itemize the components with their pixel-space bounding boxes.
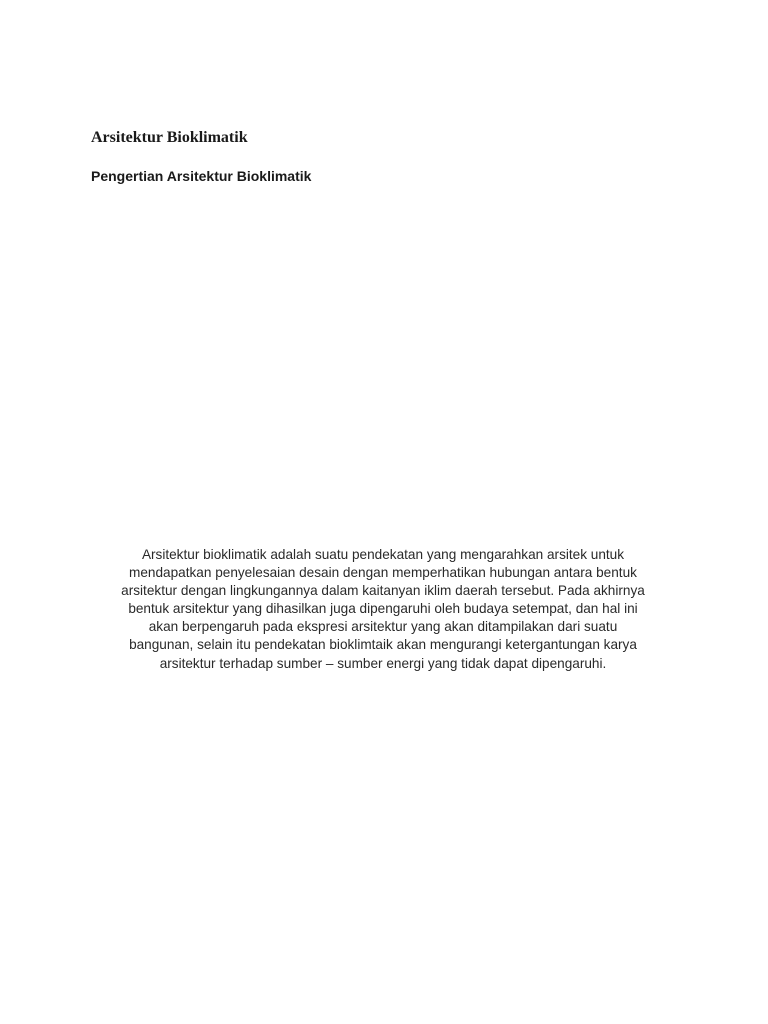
paragraph-line: mendapatkan penyelesaian desain dengan memperhatikan hubungan antara bentuk [129,565,637,581]
paragraph-line: Arsitektur bioklimatik adalah suatu pendekatan yang mengarahkan arsitek untuk [141,547,625,562]
paragraph-line: bangunan, selain itu pendekatan bioklimtaik akan mengurangi ketergantungan karya [129,637,637,653]
paragraph-line: arsitektur dengan lingkungannya dalam kaitanyan iklim daerah tersebut. Pada akhirnya [121,583,645,599]
paragraph-line: bentuk arsitektur yang dihasilkan juga dipengaruhi oleh budaya setempat, dan hal ini [128,601,638,617]
paragraph-line: arsitektur terhadap sumber – sumber energi yang tidak dapat dipengaruhi. [159,655,607,671]
document-title: Arsitektur Bioklimatik [91,129,248,146]
paragraph-line: akan berpengaruh pada ekspresi arsitektur yang akan ditampilakan dari suatu [148,619,618,635]
body-paragraph [91,546,675,673]
section-heading: Pengertian Arsitektur Bioklimatik [91,168,312,184]
